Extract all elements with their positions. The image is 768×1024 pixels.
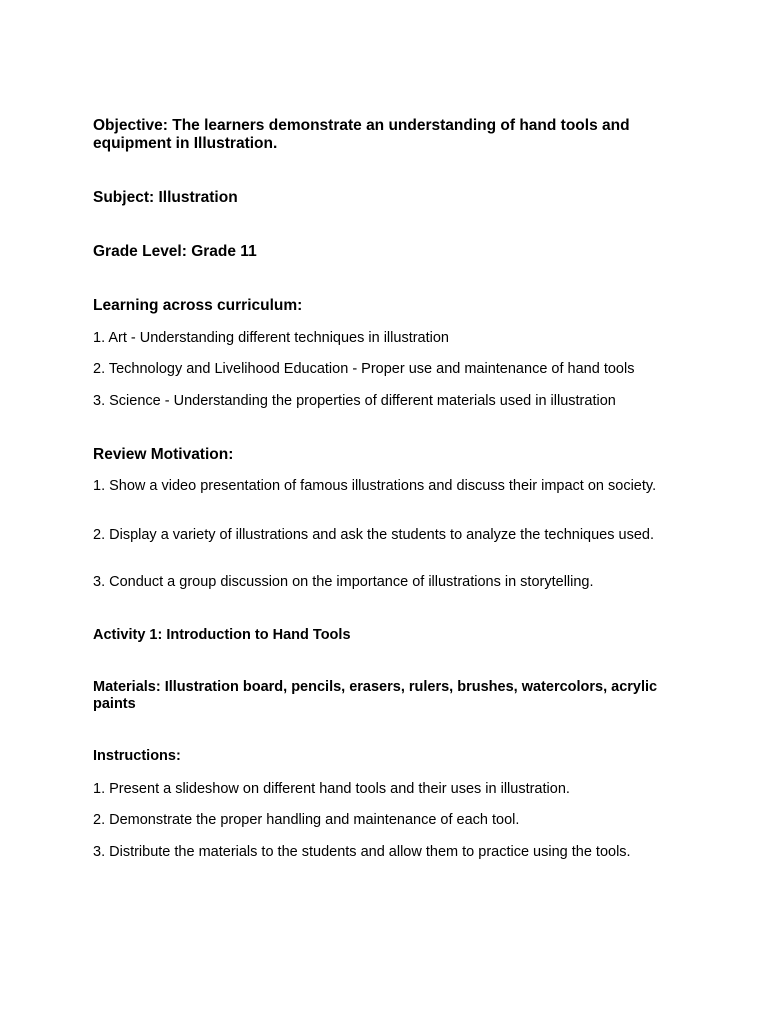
instruction-item: 3. Distribute the materials to the students and allow them to practice using the tools.	[93, 844, 631, 860]
materials-heading: Materials: Illustration board, pencils, erasers, rulers, brushes, watercolors, acrylic paints	[93, 679, 658, 712]
instruction-item: 1. Present a slideshow on different hand tools and their uses in illustration.	[93, 781, 570, 797]
document-page	[93, 0, 693, 1024]
instructions-heading: Instructions:	[93, 748, 181, 764]
review-item: 1. Show a video presentation of famous illustrations and discuss their impact on society.	[93, 478, 657, 494]
objective-heading: Objective: The learners demonstrate an understanding of hand tools and equipment in Illustration.	[93, 117, 630, 152]
learning-item: 2. Technology and Livelihood Education - Proper use and maintenance of hand tools	[93, 361, 635, 377]
subject-heading: Subject: Illustration	[93, 189, 238, 206]
learning-across-curriculum-heading: Learning across curriculum:	[93, 297, 303, 314]
learning-item: 1. Art - Understanding different techniques in illustration	[93, 330, 449, 346]
review-item: 2. Display a variety of illustrations and ask the students to analyze the techniques used.	[93, 527, 654, 543]
learning-item: 3. Science - Understanding the properties of different materials used in illustration	[93, 393, 616, 409]
review-motivation-heading: Review Motivation:	[93, 446, 234, 463]
activity-heading: Activity 1: Introduction to Hand Tools	[93, 627, 351, 643]
review-item: 3. Conduct a group discussion on the importance of illustrations in storytelling.	[93, 574, 594, 590]
grade-level-heading: Grade Level: Grade 11	[93, 243, 257, 260]
instruction-item: 2. Demonstrate the proper handling and maintenance of each tool.	[93, 812, 520, 828]
